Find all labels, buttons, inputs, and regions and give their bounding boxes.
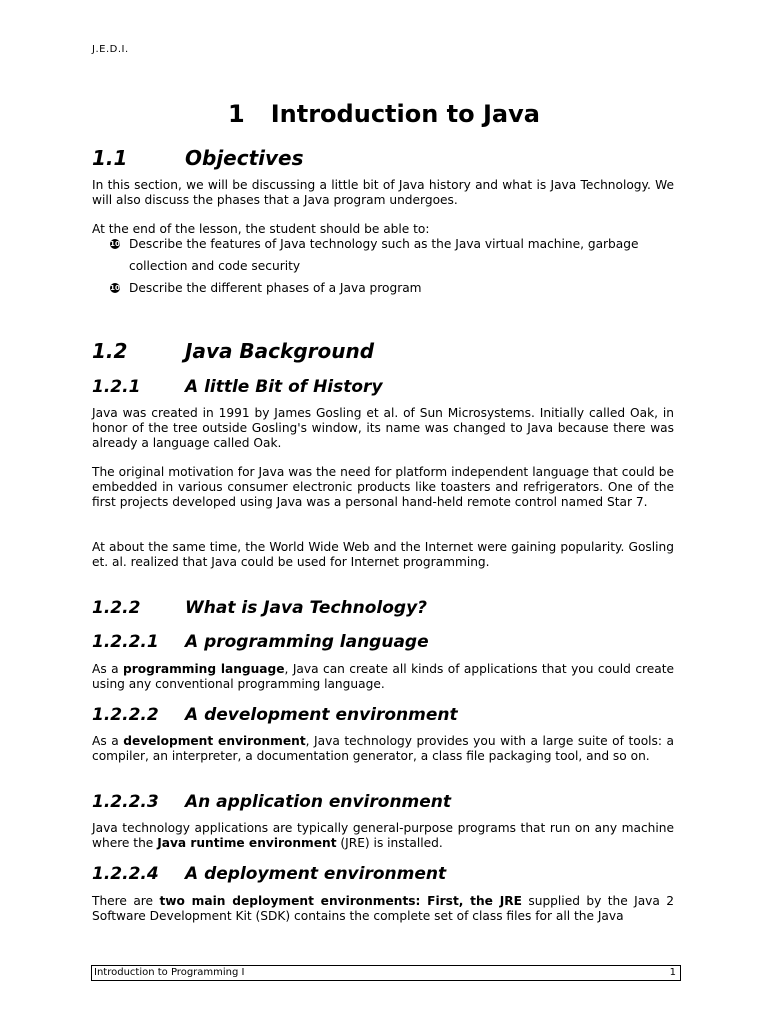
section-title: A deployment environment [185,864,447,884]
list-item-text: Describe the different phases of a Java program [129,281,422,295]
deployment-environment-paragraph: There are two main deployment environments: First, the JRE supplied by the Java 2 Software Development Kit (SDK) contains the complete set of class files for all the Java [92,894,675,923]
section-title: Objectives [185,146,304,170]
bold-term: two main deployment environments: First, the JRE [159,894,522,908]
subsection-heading-java-technology [92,598,427,618]
objectives-list [110,233,680,299]
section-title: A little Bit of History [185,377,383,397]
section-number: 1.1 [92,146,128,170]
section-title: A programming language [185,632,429,652]
section-title: What is Java Technology? [185,598,428,618]
section-title: Java Background [185,339,375,363]
section-number: 1.2.2.3 [92,792,159,812]
programming-language-paragraph: As a programming language, Java can create all kinds of applications that you could create using any conventional programming language. [92,662,674,691]
heading-application-environment [92,792,451,812]
section-number: 1.2 [92,339,128,363]
bold-term: development environment [123,734,306,748]
list-item [110,233,680,277]
chapter-number: 1 [228,100,245,128]
heading-deployment-environment [92,864,446,884]
bold-term: Java runtime environment [157,836,337,850]
history-paragraph-3: At about the same time, the World Wide Web and the Internet were gaining popularity. Gosling et. al. realized that Java could be used for Internet programming. [92,540,674,569]
footer-title: Introduction to Programming I [94,967,245,978]
section-title: A development environment [185,705,458,725]
section-title: An application environment [185,792,452,812]
numbered-bullet-icon: 10 [110,284,120,292]
section-heading-objectives [92,146,304,170]
page-number: 1 [669,967,676,978]
bold-term: programming language [123,662,285,676]
chapter-title [0,100,768,128]
section-number: 1.2.2.4 [92,864,159,884]
objectives-intro-paragraph: In this section, we will be discussing a little bit of Java history and what is Java Technology. We will also discuss the phases that a Java program undergoes. [92,178,674,207]
objectives-lead-paragraph: At the end of the lesson, the student should be able to: [92,222,430,236]
heading-development-environment [92,705,458,725]
heading-programming-language [92,632,429,652]
section-number: 1.2.2.1 [92,632,159,652]
running-header: J.E.D.I. [92,44,129,55]
history-paragraph-2: The original motivation for Java was the need for platform independent language that could be embedded in various consumer electronic products like toasters and refrigerators. One of the first projects developed using Java was a personal hand-held remote control named Star 7. [92,465,674,509]
section-number: 1.2.1 [92,377,141,397]
list-item [110,277,680,299]
section-number: 1.2.2 [92,598,141,618]
application-environment-paragraph: Java technology applications are typically general-purpose programs that run on any machine where the Java runtime environment (JRE) is installed. [92,821,674,850]
list-item-text: Describe the features of Java technology such as the Java virtual machine, garbage collection and code security [129,237,639,273]
history-paragraph-1: Java was created in 1991 by James Gosling et al. of Sun Microsystems. Initially called Oak, in honor of the tree outside Gosling's window, its name was changed to Java because there was already a language called Oak. [92,406,674,450]
chapter-title-text: Introduction to Java [270,100,540,128]
numbered-bullet-icon: 10 [110,240,120,248]
subsection-heading-history [92,377,383,397]
page-footer [91,965,681,981]
section-heading-java-background [92,339,374,363]
section-number: 1.2.2.2 [92,705,159,725]
development-environment-paragraph: As a development environment, Java technology provides you with a large suite of tools: a compiler, an interpreter, a documentation generator, a class file packaging tool, and so on. [92,734,674,763]
